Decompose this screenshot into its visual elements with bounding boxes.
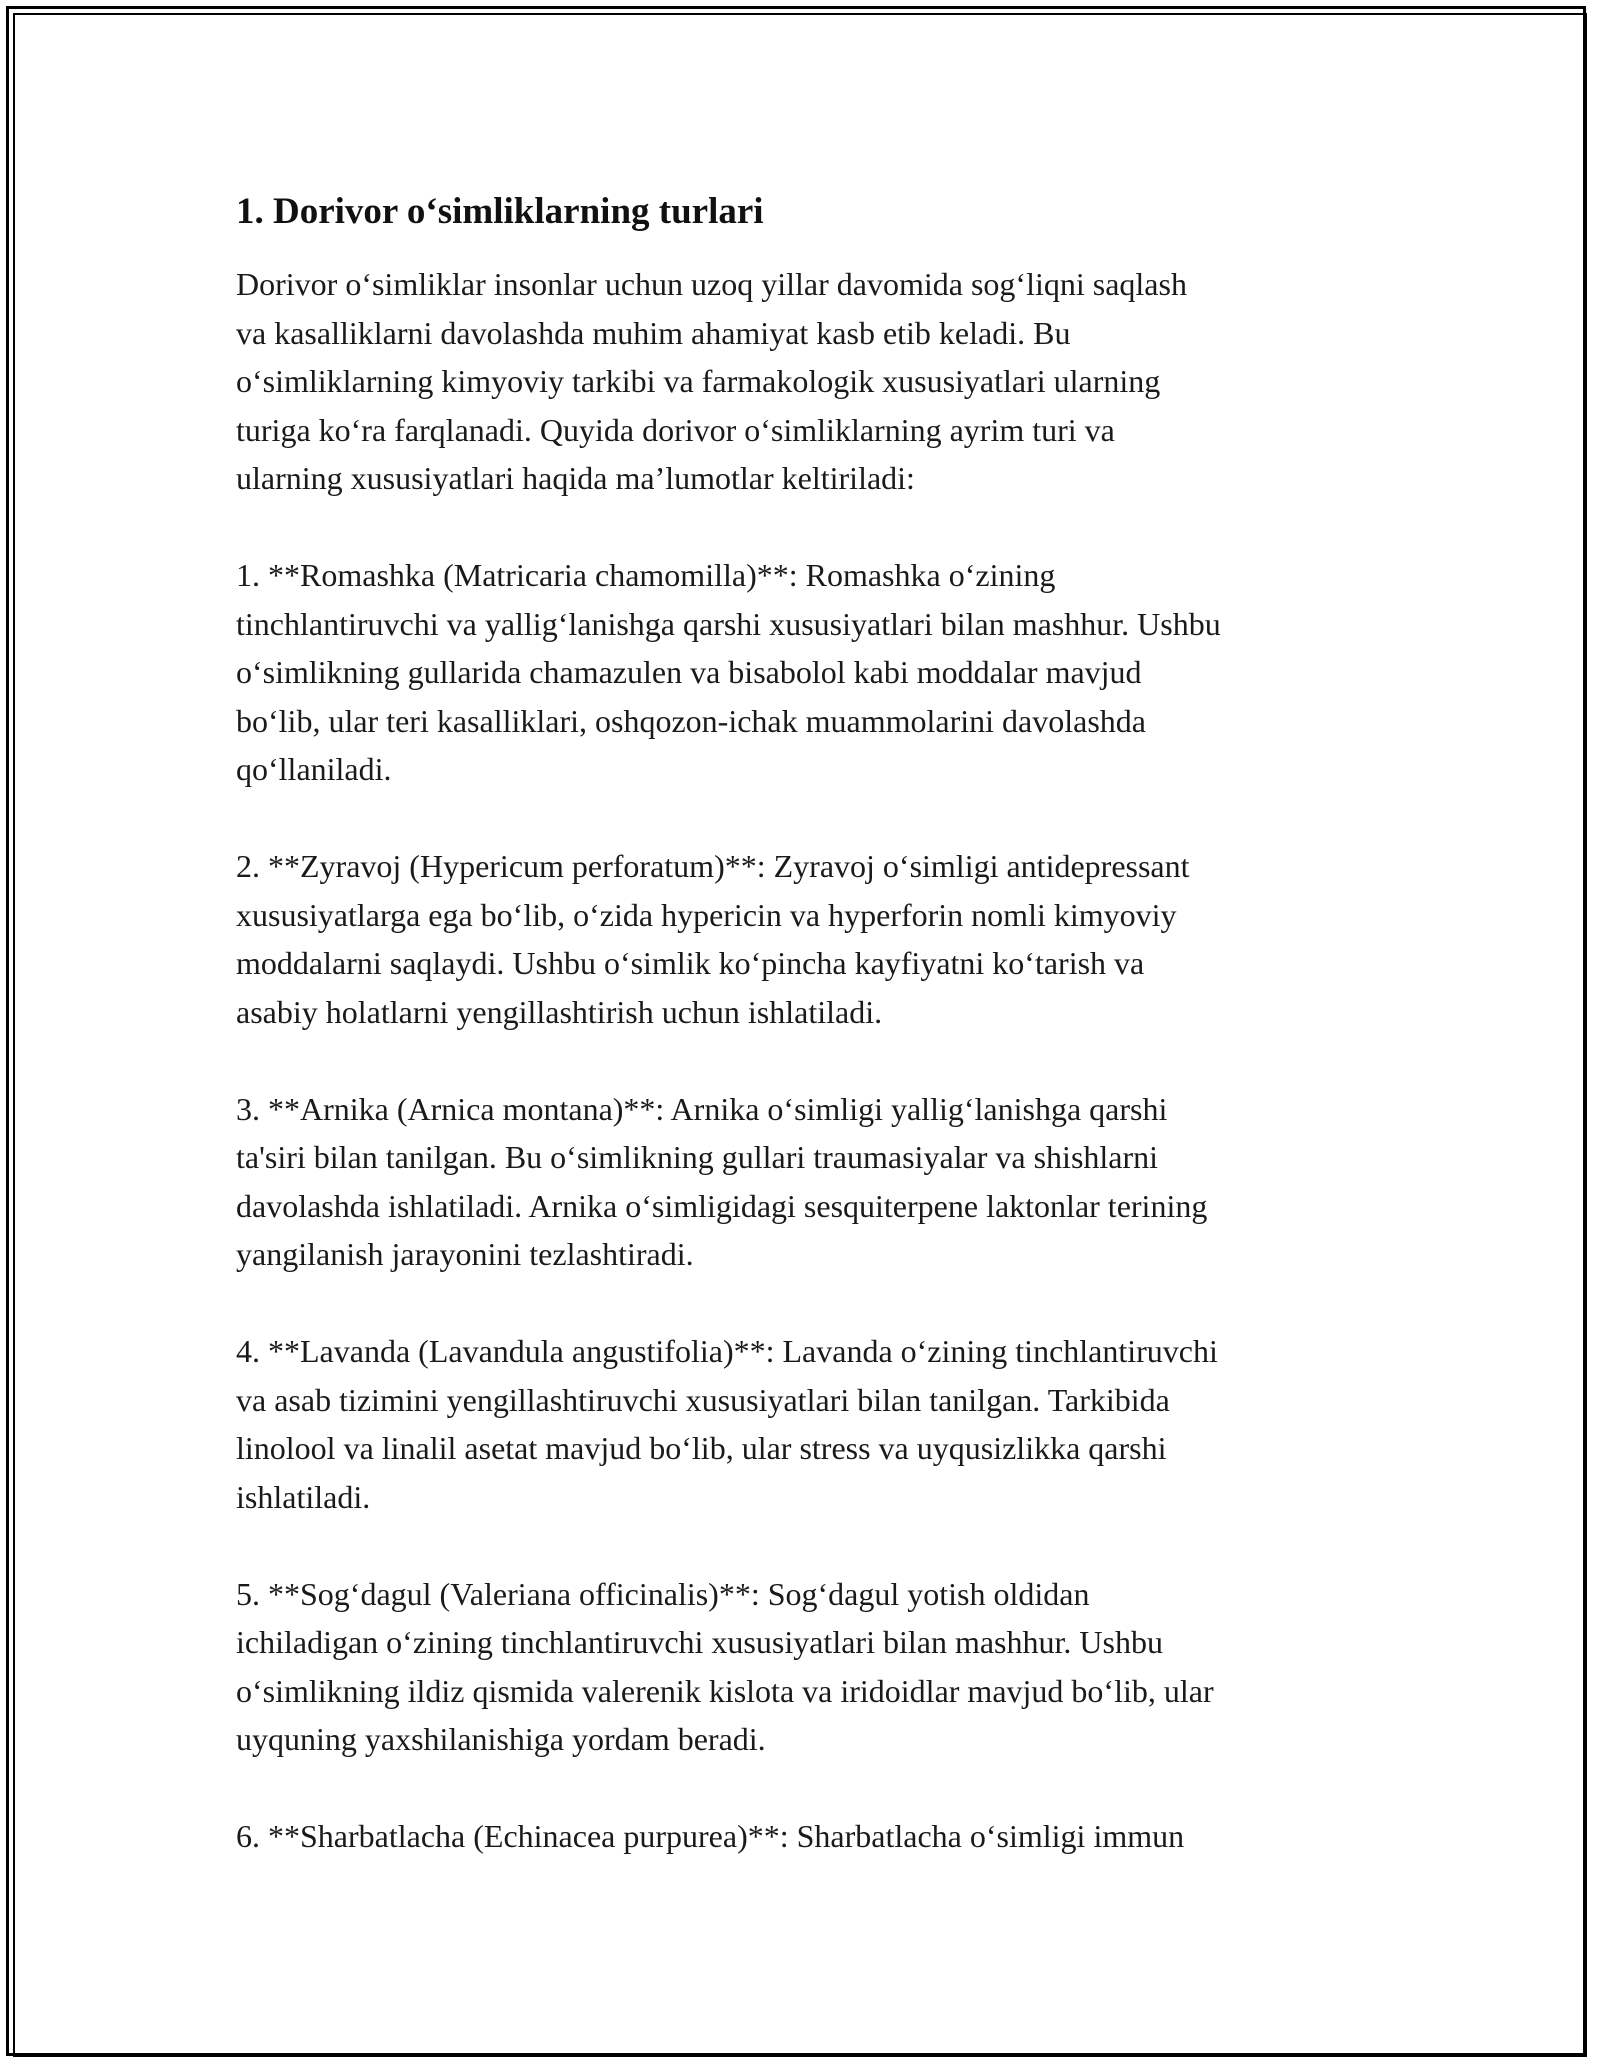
- text-line: va kasalliklarni davolashda muhim ahamiyat kasb etib keladi. Bu: [236, 314, 1071, 351]
- text-line: ularning xususiyatlari haqida ma’lumotlar keltiriladi:: [236, 460, 915, 496]
- list-item-romashka: [236, 551, 1376, 794]
- text-line: o‘simliklarning kimyoviy tarkibi va farmakologik xususiyatlari ularning: [236, 363, 1161, 399]
- list-item-zyravoj: [236, 842, 1376, 1036]
- text-line: yangilanish jarayonini tezlashtiradi.: [236, 1236, 694, 1272]
- list-item-sogdagul: [236, 1570, 1376, 1764]
- document-body: [236, 186, 1376, 1909]
- section-heading: 1. Dorivor o‘simliklarning turlari: [236, 191, 764, 232]
- text-line: 1. **Romashka (Matricaria chamomilla)**: Romashka o‘zining: [236, 557, 1056, 593]
- text-line: asabiy holatlarni yengillashtirish uchun ishlatiladi.: [236, 993, 883, 1030]
- text-line: qo‘llaniladi.: [236, 751, 392, 787]
- text-line: uyquning yaxshilanishiga yordam beradi.: [236, 1721, 766, 1757]
- text-line: linolool va linalil asetat mavjud bo‘lib, ular stress va uyqusizlikka qarshi: [236, 1430, 1167, 1466]
- text-line: 3. **Arnika (Arnica montana)**: Arnika o‘simligi yallig‘lanishga qarshi: [236, 1090, 1168, 1127]
- text-line: o‘simlikning ildiz qismida valerenik kislota va iridoidlar mavjud bo‘lib, ular: [236, 1672, 1214, 1709]
- list-item-arnika: [236, 1085, 1376, 1279]
- text-line: turiga ko‘ra farqlanadi. Quyida dorivor o‘simliklarning ayrim turi va: [236, 411, 1115, 448]
- text-line: xususiyatlarga ega bo‘lib, o‘zida hypericin va hyperforin nomli kimyoviy: [236, 896, 1177, 933]
- text-line: ishlatiladi.: [236, 1478, 371, 1515]
- intro-paragraph: [236, 260, 1376, 503]
- text-line: ichiladigan o‘zining tinchlantiruvchi xususiyatlari bilan mashhur. Ushbu: [236, 1624, 1163, 1660]
- list-item-lavanda: [236, 1327, 1376, 1521]
- text-line: Dorivor o‘simliklar insonlar uchun uzoq yillar davomida sog‘liqni saqlash: [236, 266, 1187, 302]
- text-line: ta'siri bilan tanilgan. Bu o‘simlikning gullari traumasiyalar va shishlarni: [236, 1139, 1159, 1175]
- text-line: davolashda ishlatiladi. Arnika o‘simligidagi sesquiterpene laktonlar terining: [236, 1187, 1208, 1224]
- text-line: 6. **Sharbatlacha (Echinacea purpurea)**: Sharbatlacha o‘simligi immun: [236, 1818, 1185, 1854]
- text-line: o‘simlikning gullarida chamazulen va bisabolol kabi moddalar mavjud: [236, 654, 1142, 690]
- text-line: moddalarni saqlaydi. Ushbu o‘simlik ko‘pincha kayfiyatni ko‘tarish va: [236, 945, 1145, 981]
- text-line: 5. **Sog‘dagul (Valeriana officinalis)**: Sog‘dagul yotish oldidan: [236, 1575, 1090, 1612]
- text-line: 4. **Lavanda (Lavandula angustifolia)**: Lavanda o‘zining tinchlantiruvchi: [236, 1333, 1218, 1369]
- text-line: va asab tizimini yengillashtiruvchi xususiyatlari bilan tanilgan. Tarkibida: [236, 1381, 1170, 1418]
- list-item-sharbatlacha: [236, 1812, 1376, 1861]
- text-line: tinchlantiruvchi va yallig‘lanishga qarshi xususiyatlari bilan mashhur. Ushbu: [236, 605, 1221, 642]
- text-line: 2. **Zyravoj (Hypericum perforatum)**: Zyravoj o‘simligi antidepressant: [236, 848, 1190, 884]
- text-line: bo‘lib, ular teri kasalliklari, oshqozon-ichak muammolarini davolashda: [236, 702, 1146, 739]
